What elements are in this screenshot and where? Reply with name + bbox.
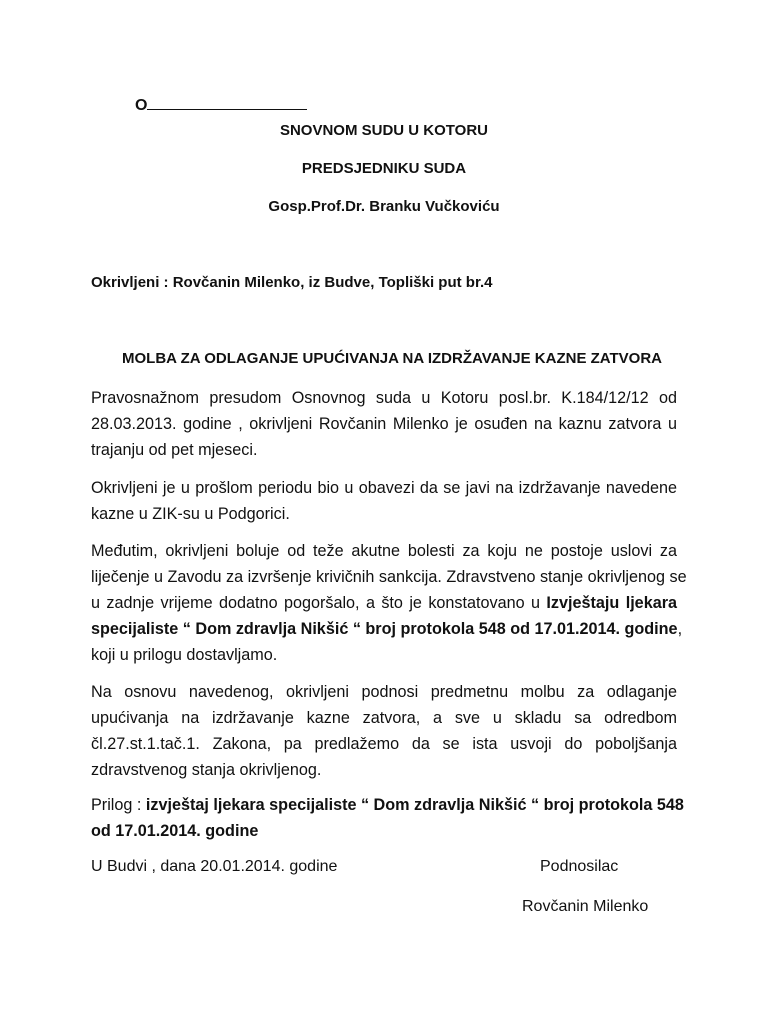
report-reference: Izvještaju ljekara xyxy=(546,594,677,612)
paragraph-line: upućivanja na izdržavanje kazne zatvora, a sve u skladu sa odredbom xyxy=(91,709,677,727)
paragraph-line: Međutim, okrivljeni boluje od teže akutne bolesti za koju ne postoje uslovi za xyxy=(91,542,677,560)
attachment-label: Prilog : xyxy=(91,796,142,814)
paragraph-line: 28.03.2013. godine , okrivljeni Rovčanin Milenko je osuđen na kaznu zatvora u xyxy=(91,415,677,433)
paragraph-line: trajanju od pet mjeseci. xyxy=(91,441,258,459)
paragraph-line: liječenje u Zavodu za izvršenje krivičnih sankcija. Zdravstveno stanje okrivljenog se xyxy=(91,568,687,586)
court-prefix-letter: O xyxy=(135,97,148,114)
place-date: U Budvi , dana 20.01.2014. godine xyxy=(91,858,338,875)
report-reference: specijaliste “ Dom zdravlja Nikšić “ broj protokola 548 od 17.01.2014. godine xyxy=(91,620,678,638)
attachment-line: od 17.01.2014. godine xyxy=(91,822,259,840)
accused-line: Okrivljeni : Rovčanin Milenko, iz Budve, Topliški put br.4 xyxy=(91,274,493,291)
paragraph-line: Na osnovu navedenog, okrivljeni podnosi predmetnu molbu za odlaganje xyxy=(91,683,677,701)
attachment xyxy=(91,792,684,844)
paragraph-obligation xyxy=(91,475,677,527)
paragraph-line xyxy=(91,616,683,642)
paragraph-line: koji u prilogu dostavljamo. xyxy=(91,646,278,664)
attachment-line xyxy=(91,792,684,818)
addressee: Gosp.Prof.Dr. Branku Vučkoviću xyxy=(268,198,500,215)
paragraph-line xyxy=(91,590,677,616)
paragraph-line: Pravosnažnom presudom Osnovnog suda u Kotoru posl.br. K.184/12/12 od xyxy=(91,389,677,407)
submitter-name: Rovčanin Milenko xyxy=(522,898,649,915)
court-prefix xyxy=(135,95,307,115)
submitter-label: Podnosilac xyxy=(540,858,619,875)
paragraph-illness xyxy=(91,538,687,668)
paragraph-line: čl.27.st.1.tač.1. Zakona, pa predlažemo da se ista usvoji do poboljšanja xyxy=(91,735,677,753)
paragraph-line: zdravstvenog stanja okrivljenog. xyxy=(91,761,322,779)
court-name: SNOVNOM SUDU U KOTORU xyxy=(279,122,489,139)
paragraph-request xyxy=(91,679,677,783)
paragraph-line: kazne u ZIK-su u Podgorici. xyxy=(91,505,290,523)
paragraph-line: Okrivljeni je u prošlom periodu bio u obavezi da se javi na izdržavanje navedene xyxy=(91,479,677,497)
paragraph-judgment xyxy=(91,385,677,463)
paragraph-text: u zadnje vrijeme dodatno pogoršalo, a što je konstatovano u xyxy=(91,594,541,612)
court-president: PREDSJEDNIKU SUDA xyxy=(301,160,467,177)
attachment-text: izvještaj ljekara specijaliste “ Dom zdravlja Nikšić “ broj protokola 548 xyxy=(145,796,684,814)
request-title: MOLBA ZA ODLAGANJE UPUĆIVANJA NA IZDRŽAVANJE KAZNE ZATVORA xyxy=(122,350,662,367)
blank-line xyxy=(147,95,307,110)
paragraph-text: , xyxy=(677,620,683,638)
